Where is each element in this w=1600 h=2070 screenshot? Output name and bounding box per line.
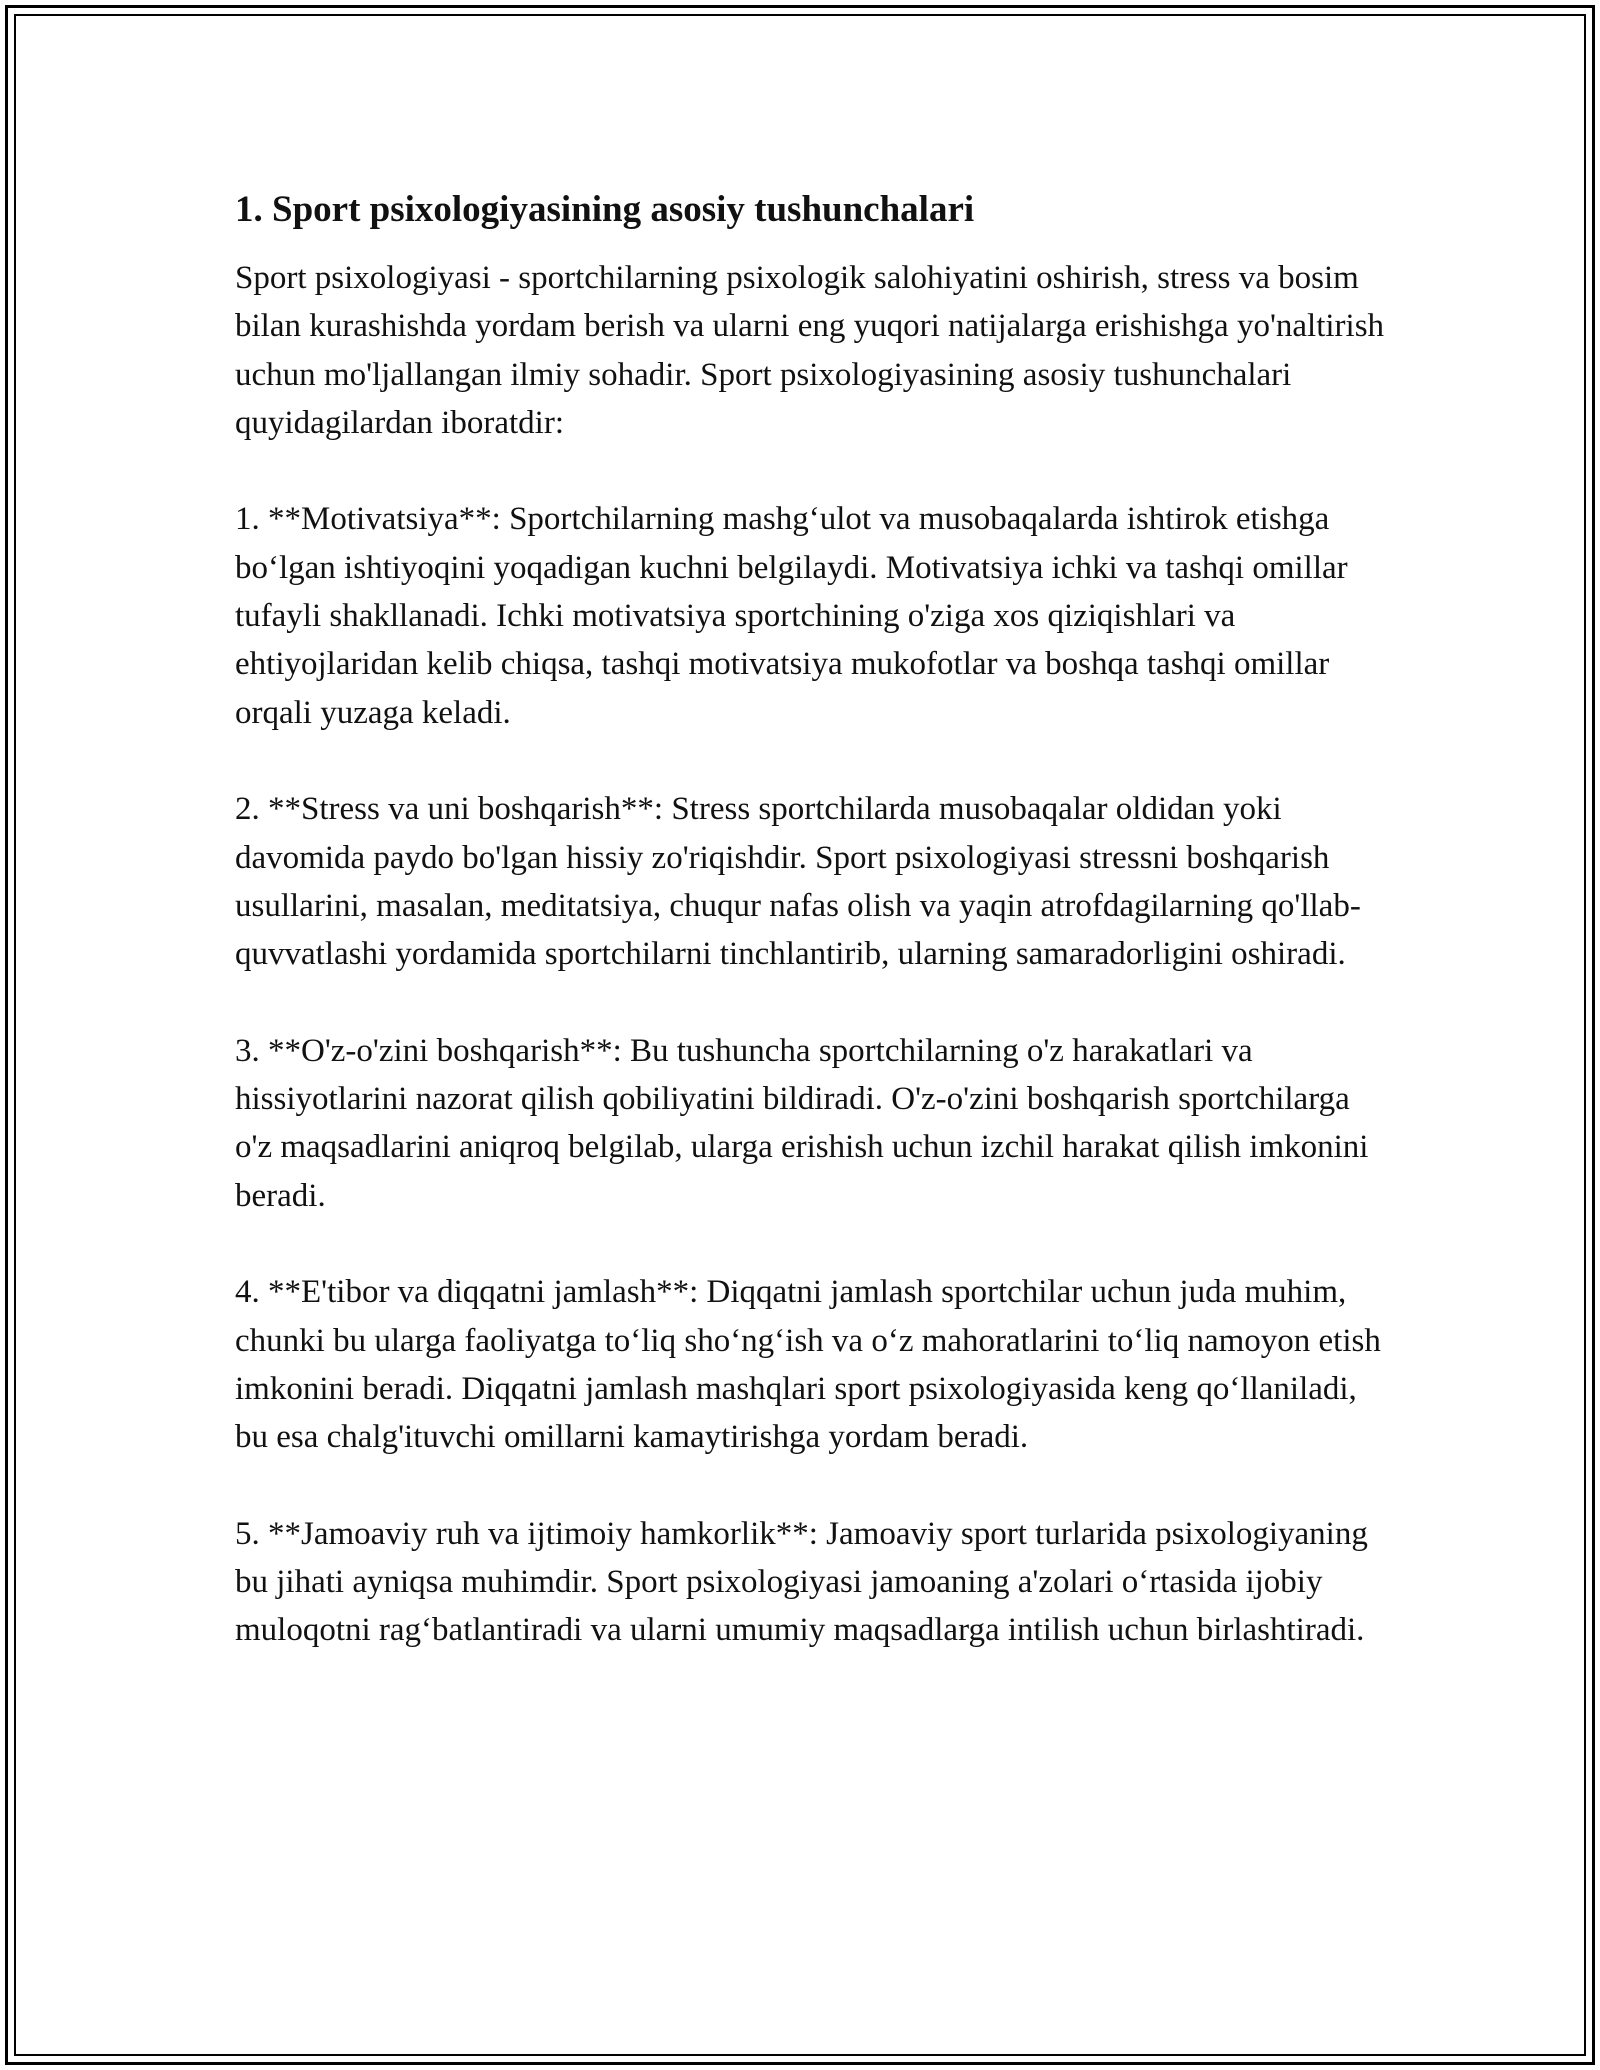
paragraph-team-spirit: 5. **Jamoaviy ruh va ijtimoiy hamkorlik**: Jamoaviy sport turlarida psixologiyaning bu jihati ayniqsa muhimdir. Sport psixologiyasi jamoaning a'zolari o‘rtasida ijobiy muloqotni rag‘batlantiradi va ularni umumiy maqsadlarga intilish uchun birlashtiradi. xyxy=(235,1515,1368,1649)
section-heading: 1. Sport psixologiyasining asosiy tushunchalari xyxy=(235,189,975,230)
intro-paragraph: Sport psixologiyasi - sportchilarning psixologik salohiyatini oshirish, stress va bosim bilan kurashishda yordam berish va ularni eng yuqori natijalarga erishishga yo'naltirish uchun mo'ljallangan ilmiy sohadir. Sport psixologiyasining asosiy tushunchalari quyidagilardan iboratdir: xyxy=(235,260,1385,441)
document-body xyxy=(235,186,1385,1655)
paragraph-motivation: 1. **Motivatsiya**: Sportchilarning mashg‘ulot va musobaqalarda ishtirok etishga bo‘lgan ishtiyoqini yoqadigan kuchni belgilaydi. Motivatsiya ichki va tashqi omillar tufayli shakllanadi. Ichki motivatsiya sportchining o'ziga xos qiziqishlari va ehtiyojlaridan kelib chiqsa, tashqi motivatsiya mukofotlar va boshqa tashqi omillar orqali yuzaga keladi. xyxy=(235,501,1348,731)
paragraph-focus: 4. **E'tibor va diqqatni jamlash**: Diqqatni jamlash sportchilar uchun juda muhim, chunki bu ularga faoliyatga to‘liq sho‘ng‘ish va o‘z mahoratlarini to‘liq namoyon etish imkonini beradi. Diqqatni jamlash mashqlari sport psixologiyasida keng qo‘llaniladi, bu esa chalg'ituvchi omillarni kamaytirishga yordam beradi. xyxy=(235,1274,1381,1456)
paragraph-self-control: 3. **O'z-o'zini boshqarish**: Bu tushuncha sportchilarning o'z harakatlari va hissiyotlarini nazorat qilish qobiliyatini bildiradi. O'z-o'zini boshqarish sportchilarga o'z maqsadlarini aniqroq belgilab, ularga erishish uchun izchil harakat qilish imkonini beradi. xyxy=(235,1032,1369,1214)
paragraph-stress: 2. **Stress va uni boshqarish**: Stress sportchilarda musobaqalar oldidan yoki davomida paydo bo'lgan hissiy zo'riqishdir. Sport psixologiyasi stressni boshqarish usullarini, masalan, meditatsiya, chuqur nafas olish va yaqin atrofdagilarning qo'llab-quvvatlashi yordamida sportchilarni tinchlantirib, ularning samaradorligini oshiradi. xyxy=(235,791,1361,973)
